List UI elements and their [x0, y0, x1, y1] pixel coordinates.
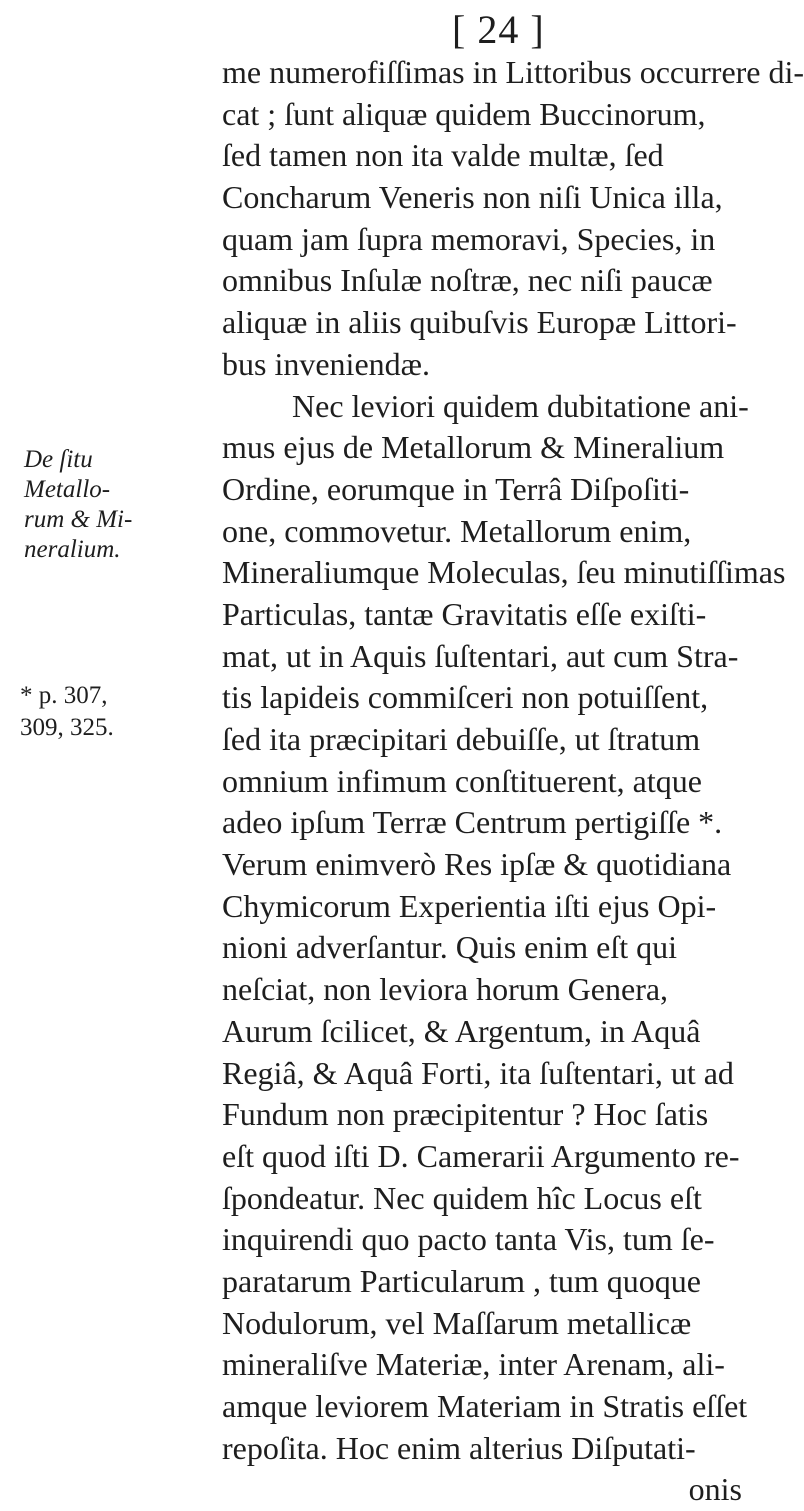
text-line: Aurum ſcilicet, & Argentum, in Aquâ — [222, 1012, 701, 1049]
text-line: ſpondeatur. Nec quidem hîc Locus eſt — [222, 1179, 702, 1216]
text-line: one, commovetur. Metallorum enim, — [222, 512, 692, 549]
text-line: nioni adverſantur. Quis enim eſt qui — [222, 929, 678, 966]
text-line: inquirendi quo pacto tanta Vis, tum ſe- — [222, 1221, 715, 1258]
text-line: Chymicorum Experientia iſti ejus Opi- — [222, 887, 717, 924]
footnote-reference — [20, 680, 114, 744]
text-line: paratarum Particularum , tum quoque — [222, 1262, 701, 1299]
marginal-note-line: De ſitu — [24, 446, 93, 473]
marginal-note — [24, 445, 132, 565]
text-line: Particulas, tantæ Gravitatis eſſe exiſti- — [222, 595, 707, 632]
text-line: aliquæ in aliis quibuſvis Europæ Littori- — [222, 304, 737, 341]
marginal-note-line: rum & Mi- — [24, 506, 133, 533]
footnote-reference-line: 309, 325. — [20, 714, 114, 741]
text-line: bus inveniendæ. — [222, 345, 430, 382]
page-number-header: [ 24 ] — [452, 7, 545, 52]
text-line: tis lapideis commiſceri non potuiſſent, — [222, 679, 709, 716]
text-line: neſciat, non leviora horum Genera, — [222, 971, 669, 1008]
catchword: onis — [688, 1471, 742, 1508]
text-line: mineraliſve Materiæ, inter Arenam, ali- — [222, 1346, 725, 1383]
text-line: eſt quod iſti D. Camerarii Argumento re- — [222, 1137, 740, 1174]
text-line: Mineraliumque Moleculas, ſeu minutiſſimas — [222, 554, 786, 591]
text-line: adeo ipſum Terræ Centrum pertigiſſe *. — [222, 804, 723, 841]
text-line: mat, ut in Aquis ſuſtentari, aut cum Stra- — [222, 637, 739, 674]
text-line: quam jam ſupra memoravi, Species, in — [222, 220, 716, 257]
text-line: omnium infimum conſtituerent, atque — [222, 762, 702, 799]
footnote-reference-line: * p. 307, — [20, 682, 108, 709]
text-line: omnibus Inſulæ noſtræ, nec niſi paucæ — [222, 262, 713, 299]
text-line: Verum enimverò Res ipſæ & quotidiana — [222, 846, 732, 883]
text-line: Nec leviori quidem dubitatione ani- — [292, 387, 749, 424]
text-line: Concharum Veneris non niſi Unica illa, — [222, 179, 723, 216]
main-text — [222, 52, 804, 1511]
text-line: repoſita. Hoc enim alterius Diſputati- — [222, 1429, 696, 1466]
text-line: Ordine, eorumque in Terrâ Diſpoſiti- — [222, 470, 690, 507]
marginal-note-line: neralium. — [24, 536, 121, 563]
text-line: ſed tamen non ita valde multæ, ſed — [222, 137, 664, 174]
text-line: ſed ita præcipitari debuiſſe, ut ſtratum — [222, 721, 701, 757]
text-line: Nodulorum, vel Maſſarum metallicæ — [222, 1304, 692, 1341]
text-line: mus ejus de Metallorum & Mineralium — [222, 429, 725, 466]
text-line: amque leviorem Materiam in Stratis eſſet — [222, 1388, 748, 1424]
text-line: me numerofiſſimas in Littoribus occurrere di- — [222, 54, 804, 90]
text-line: Fundum non præcipitentur ? Hoc ſatis — [222, 1096, 709, 1133]
marginal-note-line: Metallo- — [24, 476, 111, 503]
text-line: Regiâ, & Aquâ Forti, ita ſuſtentari, ut ad — [222, 1054, 734, 1091]
text-line: cat ; ſunt aliquæ quidem Buccinorum, — [222, 95, 706, 132]
